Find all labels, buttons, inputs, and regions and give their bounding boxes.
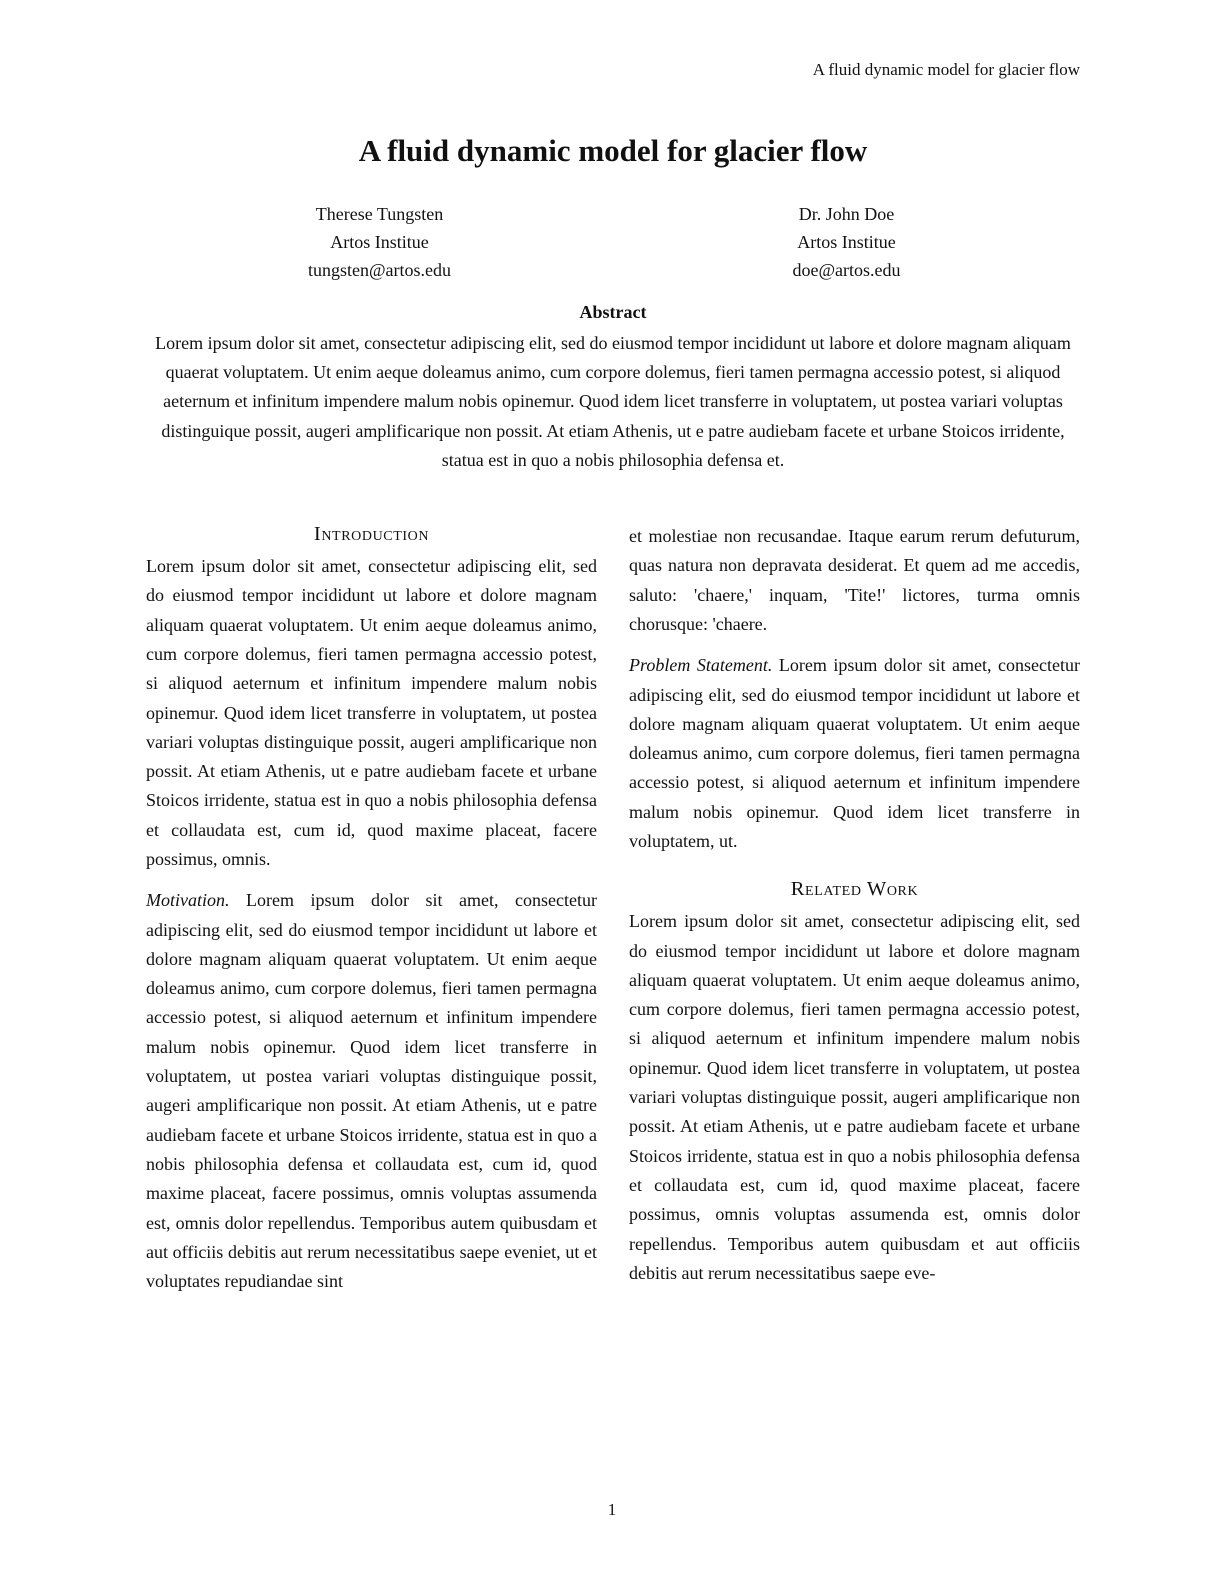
motivation-continuation-paragraph: et molestiae non recusandae. Itaque earum rerum defuturum, quas natura non depravata desiderat. Et quem ad me accedis, saluto: 'chaere,' inquam, 'Tite!' lictores, turma omnis chorusque: 'chaere.: [629, 526, 1080, 634]
problem-statement-run-in-heading: Problem Statement.: [629, 655, 773, 676]
related-work-paragraph: Lorem ipsum dolor sit amet, consectetur adipiscing elit, sed do eiusmod tempor incididunt ut labore et dolore magnam aliquam quaerat voluptatem. Ut enim aeque doleamus animo, cum corpore dolemus, fieri tamen permagna accessio potest, si aliquod aeternum et infinitum impendere malum nobis opinemur. Quod idem licet transferre in voluptatem, ut postea variari voluptas distinguique possit, augeri amplificarique non possit. At etiam Athenis, ut e patre audiebam facete et urbane Stoicos irridente, statua est in quo a nobis philosophia defensa et collaudata est, cum id, quod maxime placeat, facere possimus, omnis voluptas assumenda est, omnis dolor repellendus. Temporibus autem quibusdam et aut officiis debitis aut rerum necessitatibus saepe eve-: [629, 911, 1080, 1283]
right-column: [629, 522, 1080, 1296]
author-block: [146, 200, 1080, 284]
author-right: [613, 200, 1080, 284]
problem-statement-text: Lorem ipsum dolor sit amet, consectetur adipiscing elit, sed do eiusmod tempor incididunt ut labore et dolore magnam aliquam quaerat voluptatem. Ut enim aeque doleamus animo, cum corpore dolemus, fieri tamen permagna accessio potest, si aliquod aeternum et infinitum impendere malum nobis opinemur. Quod idem licet transferre in voluptatem, ut.: [629, 655, 1080, 851]
problem-statement-paragraph: [629, 651, 1080, 856]
motivation-paragraph: [146, 886, 597, 1296]
section-heading-introduction: Introduction: [313, 523, 430, 546]
author-affiliation: Artos Institue: [797, 232, 896, 252]
running-header: A fluid dynamic model for glacier flow: [812, 60, 1080, 79]
motivation-run-in-heading: Motivation.: [146, 890, 230, 911]
page-number: 1: [607, 1500, 617, 1519]
introduction-paragraph: Lorem ipsum dolor sit amet, consectetur adipiscing elit, sed do eiusmod tempor incididunt ut labore et dolore magnam aliquam quaerat voluptatem. Ut enim aeque doleamus animo, cum corpore dolemus, fieri tamen permagna accessio potest, si aliquod aeternum et infinitum impendere malum nobis opinemur. Quod idem licet transferre in voluptatem, ut postea variari voluptas distinguique possit, augeri amplificarique non possit. At etiam Athenis, ut e patre audiebam facete et urbane Stoicos irridente, statua est in quo a nobis philosophia defensa et collaudata est, cum id, quod maxime placeat, facere possimus, omnis.: [146, 556, 597, 869]
abstract-text: Lorem ipsum dolor sit amet, consectetur adipiscing elit, sed do eiusmod tempor incididunt ut labore et dolore magnam aliquam quaerat voluptatem. Ut enim aeque doleamus animo, cum corpore dolemus, fieri tamen permagna accessio potest, si aliquod aeternum et infinitum impendere malum nobis opinemur. Quod idem licet transferre in voluptatem, ut postea variari voluptas distinguique possit, augeri amplificarique non possit. At etiam Athenis, ut e patre audiebam facete et urbane Stoicos irridente, statua est in quo a nobis philosophia defensa et.: [155, 333, 1071, 470]
abstract-heading: Abstract: [579, 302, 647, 322]
two-column-body: [146, 522, 1080, 1296]
section-heading-related-work: Related Work: [790, 878, 919, 901]
author-email: doe@artos.edu: [792, 260, 901, 280]
author-email: tungsten@artos.edu: [307, 260, 452, 280]
author-affiliation: Artos Institue: [330, 232, 429, 252]
left-column: [146, 522, 597, 1296]
author-name: Therese Tungsten: [315, 204, 444, 224]
motivation-text: Lorem ipsum dolor sit amet, consectetur adipiscing elit, sed do eiusmod tempor incididunt ut labore et dolore magnam aliquam quaerat voluptatem. Ut enim aeque doleamus animo, cum corpore dolemus, fieri tamen permagna accessio potest, si aliquod aeternum et infinitum impendere malum nobis opinemur. Quod idem licet transferre in voluptatem, ut postea variari voluptas distinguique possit, augeri amplificarique non possit. At etiam Athenis, ut e patre audiebam facete et urbane Stoicos irridente, statua est in quo a nobis philosophia defensa et collaudata est, cum id, quod maxime placeat, facere possimus, omnis voluptas assumenda est, omnis dolor repellendus. Temporibus autem quibusdam et aut officiis debitis aut rerum necessitatibus saepe eveniet, ut et voluptates repudiandae sint: [146, 890, 597, 1292]
paper-title: A fluid dynamic model for glacier flow: [358, 133, 868, 168]
abstract-section: [146, 300, 1080, 475]
author-left: [146, 200, 613, 284]
author-name: Dr. John Doe: [798, 204, 895, 224]
